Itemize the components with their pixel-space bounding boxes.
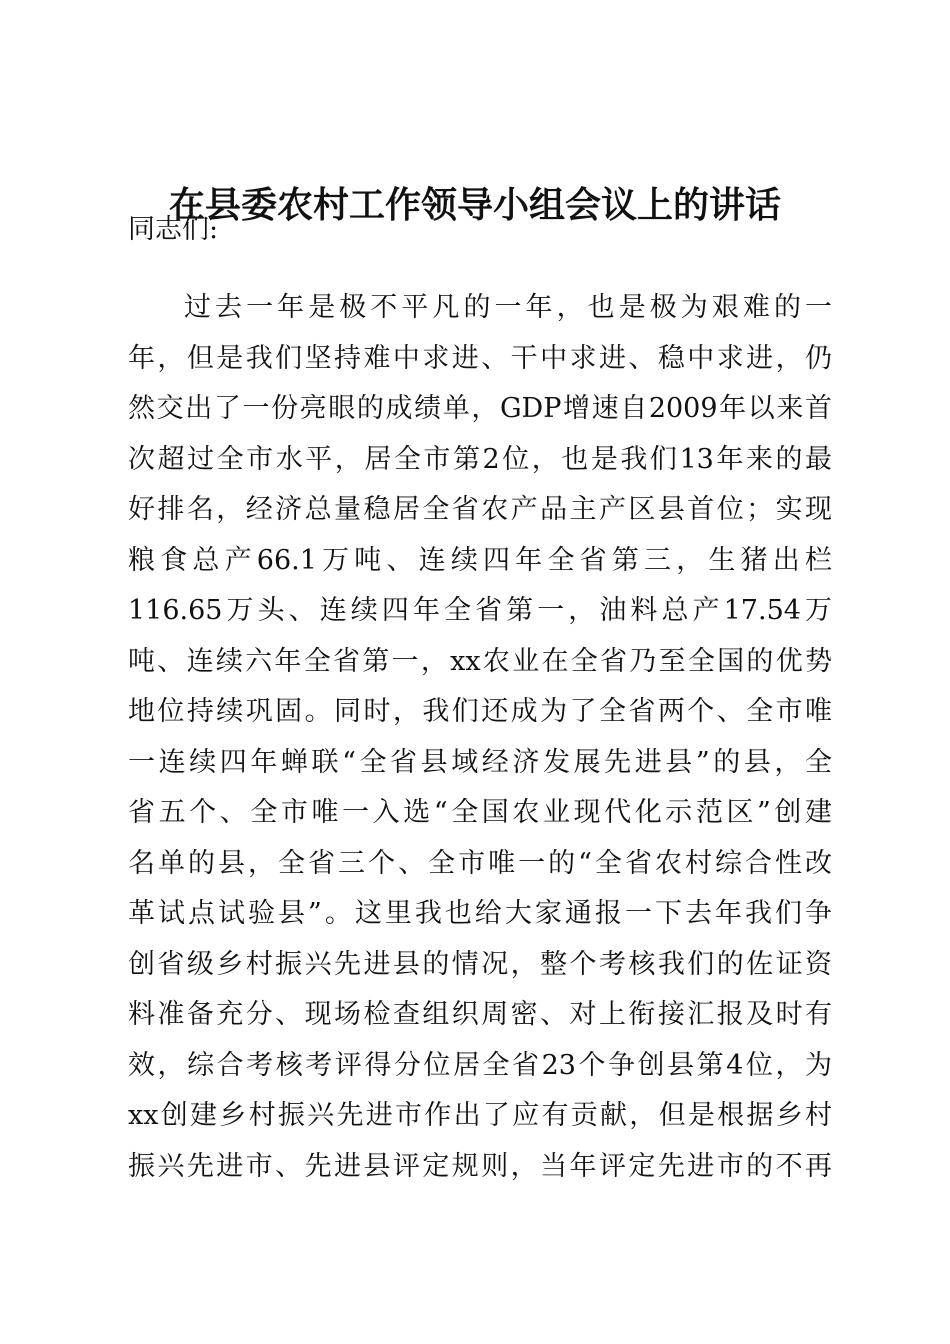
paragraph-line: 粮食总产66.1万吨、连续四年全省第三，生猪出栏	[128, 544, 832, 576]
paragraph-line: 创省级乡村振兴先进县的情况，整个考核我们的佐证资	[128, 948, 832, 980]
paragraph-line: 吨、连续六年全省第一，xx农业在全省乃至全国的优势	[128, 645, 832, 677]
paragraph-line: 116.65万头、连续四年全省第一，油料总产17.54万	[128, 595, 832, 626]
paragraph-line: 革试点试验县”。这里我也给大家通报一下去年我们争	[128, 898, 832, 929]
paragraph-line: 然交出了一份亮眼的成绩单，GDP增速自2009年以来首	[128, 393, 832, 424]
document-title: 在县委农村工作领导小组会议上的讲话	[168, 184, 781, 226]
paragraph-line: 次超过全市水平，居全市第2位，也是我们13年来的最	[128, 443, 832, 475]
paragraph-line: 一连续四年蝉联“全省县域经济发展先进县”的县，全	[128, 746, 832, 778]
paragraph-line: 料准备充分、现场检查组织周密、对上衔接汇报及时有	[128, 999, 832, 1030]
paragraph-line: 好排名，经济总量稳居全省农产品主产区县首位；实现	[128, 494, 832, 525]
salutation: 同志们:	[128, 214, 219, 245]
paragraph-line: 名单的县，全省三个、全市唯一的“全省农村综合性改	[128, 847, 832, 879]
paragraph-line: 振兴先进市、先进县评定规则，当年评定先进市的不再	[128, 1150, 832, 1182]
paragraph-line: 省五个、全市唯一入选“全国农业现代化示范区”创建	[128, 797, 832, 828]
body-paragraph	[128, 283, 832, 1192]
paragraph-line: 地位持续巩固。同时，我们还成为了全省两个、全市唯	[128, 696, 832, 727]
paragraph-line: xx创建乡村振兴先进市作出了应有贡献，但是根据乡村	[128, 1100, 832, 1131]
paragraph-line: 效，综合考核考评得分位居全省23个争创县第4位，为	[128, 1049, 832, 1081]
paragraph-line: 过去一年是极不平凡的一年，也是极为艰难的一	[184, 292, 832, 323]
paragraph-line: 年，但是我们坚持难中求进、干中求进、稳中求进，仍	[128, 342, 832, 374]
